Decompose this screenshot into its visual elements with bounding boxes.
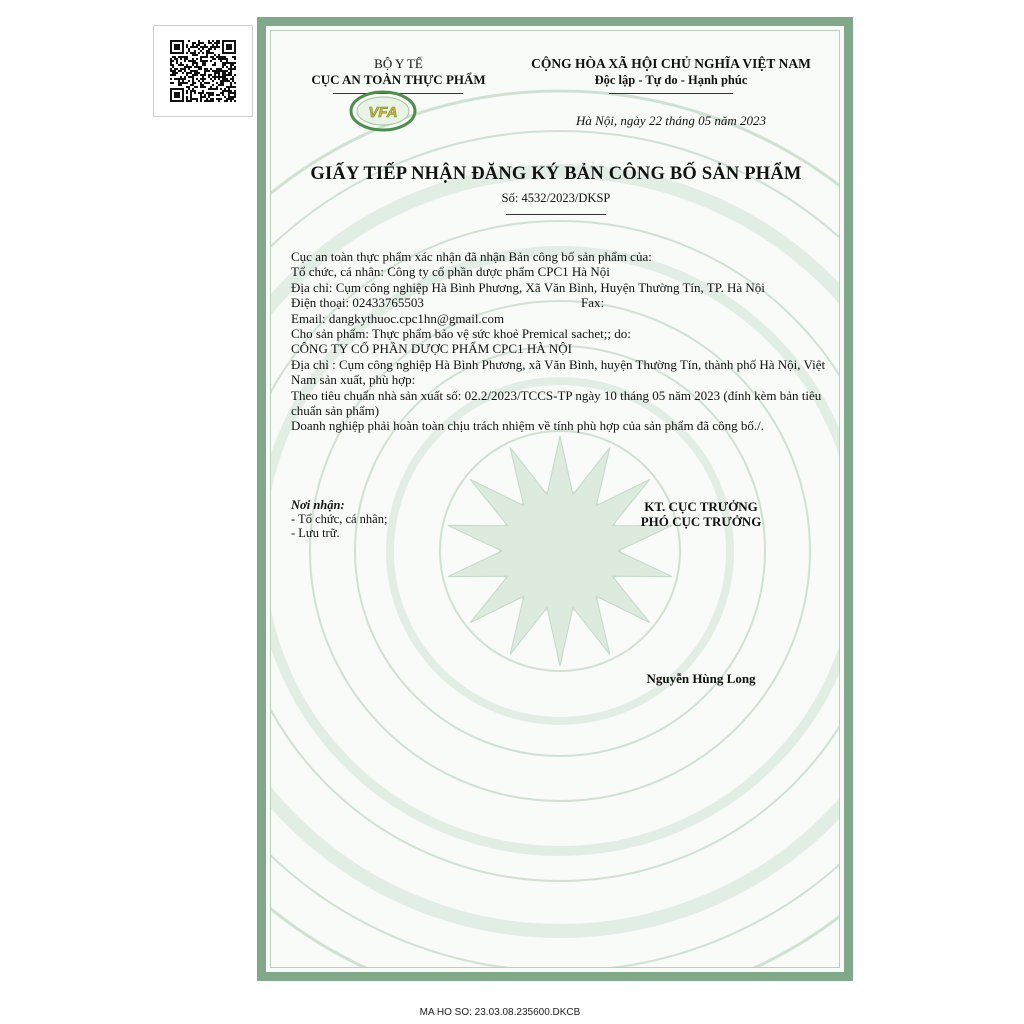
qr-code-icon [170, 40, 236, 102]
responsibility: Doanh nghiệp phải hoàn toàn chịu trách nhiệm về tính phù hợp của sản phẩm đã công bố./. [291, 418, 764, 434]
certificate-inner [270, 30, 840, 968]
national-header [501, 56, 840, 88]
vfa-logo [347, 87, 419, 133]
recipient-item: - Lưu trữ. [291, 526, 340, 540]
standard: Theo tiêu chuẩn nhà sản xuất số: 02.2/2023/TCCS-TP ngày 10 tháng 05 năm 2023 (đính kèm bản tiêu chuẩn sản phẩm) [291, 387, 822, 419]
address: Địa chỉ: Cụm công nghiệp Hà Bình Phương, Xã Văn Bình, Huyện Thường Tín, TP. Hà Nội [291, 279, 765, 295]
manufacturer-address: Địa chỉ : Cụm công nghiệp Hà Bình Phương, xã Văn Bình, huyện Thường Tín, thành phố Hà Nội, Việt Nam sản xuất, phù hợp: [291, 356, 826, 388]
dossier-code: MA HO SO: 23.03.08.235600.DKCB [419, 1007, 581, 1018]
agency-name: CỤC AN TOÀN THỰC PHẨM [311, 72, 486, 87]
country-name: CỘNG HÒA XÃ HỘI CHỦ NGHĨA VIỆT NAM [531, 56, 811, 71]
recipient-item: - Tổ chức, cá nhân; [291, 512, 388, 526]
signatory-line-2: PHÓ CỤC TRƯỞNG [640, 514, 762, 529]
divider [506, 214, 606, 215]
product: Cho sản phẩm: Thực phẩm bảo vệ sức khoẻ Premical sachet;; do: [291, 326, 631, 342]
certificate [257, 17, 853, 981]
document-number: Số: 4532/2023/DKSP [501, 191, 611, 205]
issue-date: Hà Nội, ngày 22 tháng 05 năm 2023 [576, 113, 766, 128]
signer-name: Nguyễn Hùng Long [646, 671, 756, 686]
logo-text: VFA [368, 104, 398, 121]
drum-star [448, 436, 672, 666]
document-body [291, 249, 836, 434]
fax: Fax: [581, 295, 605, 311]
manufacturer: CÔNG TY CỔ PHẦN DƯỢC PHẨM CPC1 HÀ NỘI [291, 341, 572, 357]
contact-line [291, 295, 836, 310]
recipients-heading: Nơi nhận: [291, 498, 345, 512]
qr-code [153, 25, 253, 117]
signatory-title [601, 499, 801, 529]
organization: Tổ chức, cá nhân: Công ty cổ phần dược phẩm CPC1 Hà Nội [291, 264, 610, 280]
national-motto: Độc lập - Tự do - Hạnh phúc [594, 73, 748, 87]
document-title: GIẤY TIẾP NHẬN ĐĂNG KÝ BẢN CÔNG BỐ SẢN PHẨM [310, 164, 802, 184]
signatory-line-1: KT. CỤC TRƯỞNG [644, 499, 758, 514]
issuing-authority [291, 56, 506, 88]
ministry-name: BỘ Y TẾ [374, 56, 423, 71]
intro-text: Cục an toàn thực phẩm xác nhận đã nhận Bản công bố sản phẩm của: [291, 249, 652, 264]
recipients [291, 498, 491, 540]
email: Email: dangkythuoc.cpc1hn@gmail.com [291, 310, 505, 326]
phone: Điện thoại: 02433765503 [291, 295, 424, 311]
divider [609, 93, 733, 94]
